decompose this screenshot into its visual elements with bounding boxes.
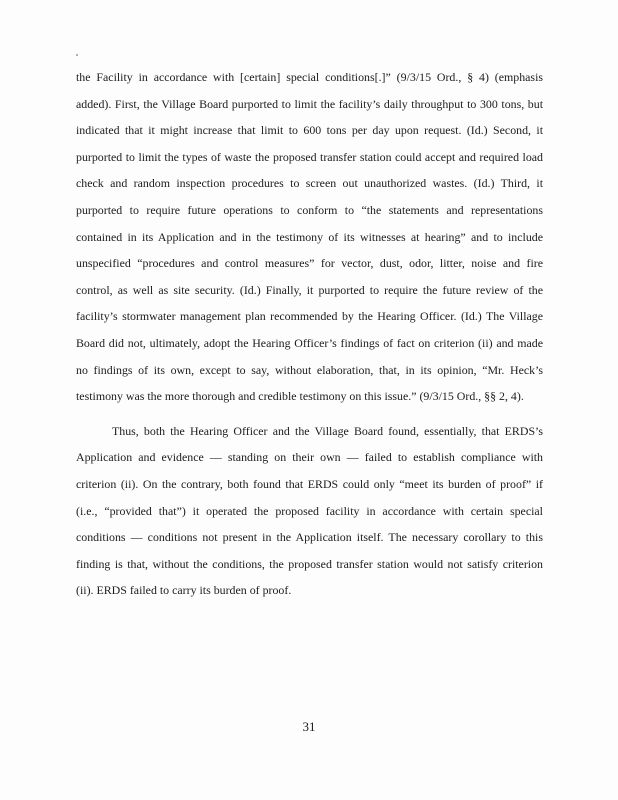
text-line: control, as well as site security. (Id.) Finally, it purported to require the future review of the — [76, 282, 543, 297]
text-line: testimony was the more thorough and credible testimony on this issue.” (9/3/15 Ord., §§ 2, 4). — [76, 389, 524, 404]
paragraph-gap — [76, 410, 543, 418]
paragraph-1 — [76, 64, 543, 410]
page-number: 31 — [302, 719, 316, 734]
text-line: Application and evidence — standing on their own — failed to establish compliance with — [76, 450, 543, 465]
body-text — [76, 64, 543, 604]
text-line: purported to require future operations to conform to “the statements and representations — [76, 202, 543, 217]
text-line: added). First, the Village Board purported to limit the facility’s daily throughput to 300 tons, but — [76, 96, 543, 111]
text-line: conditions — conditions not present in the Application itself. The necessary corollary to this — [76, 530, 543, 545]
text-line: finding is that, without the conditions, the proposed transfer station would not satisfy criterion — [76, 556, 543, 571]
text-line: contained in its Application and in the testimony of its witnesses at hearing” and to include — [76, 229, 543, 244]
text-line: (i.e., “provided that”) it operated the proposed facility in accordance with certain special — [76, 503, 543, 518]
text-line: Thus, both the Hearing Officer and the Village Board found, essentially, that ERDS’s — [112, 423, 543, 438]
text-line: no findings of its own, except to say, without elaboration, that, in its opinion, “Mr. Heck’s — [76, 362, 543, 377]
text-line: criterion (ii). On the contrary, both found that ERDS could only “meet its burden of proof” if — [76, 476, 543, 491]
text-line: unspecified “procedures and control measures” for vector, dust, odor, litter, noise and fire — [76, 256, 543, 271]
text-line: indicated that it might increase that limit to 600 tons per day upon request. (Id.) Second, it — [76, 123, 543, 138]
text-line: Board did not, ultimately, adopt the Hearing Officer’s findings of fact on criterion (ii) and made — [76, 335, 543, 350]
text-line: purported to limit the types of waste the proposed transfer station could accept and required load — [76, 149, 543, 164]
paragraph-2 — [76, 418, 543, 604]
text-line: the Facility in accordance with [certain] special conditions[.]” (9/3/15 Ord., § 4) (emphasis — [76, 70, 543, 84]
text-line: check and random inspection procedures to screen out unauthorized wastes. (Id.) Third, it — [76, 176, 543, 191]
scan-speck — [76, 54, 78, 56]
text-line: facility’s stormwater management plan recommended by the Hearing Officer. (Id.) The Village — [76, 309, 543, 324]
text-line: (ii). ERDS failed to carry its burden of proof. — [76, 583, 292, 598]
